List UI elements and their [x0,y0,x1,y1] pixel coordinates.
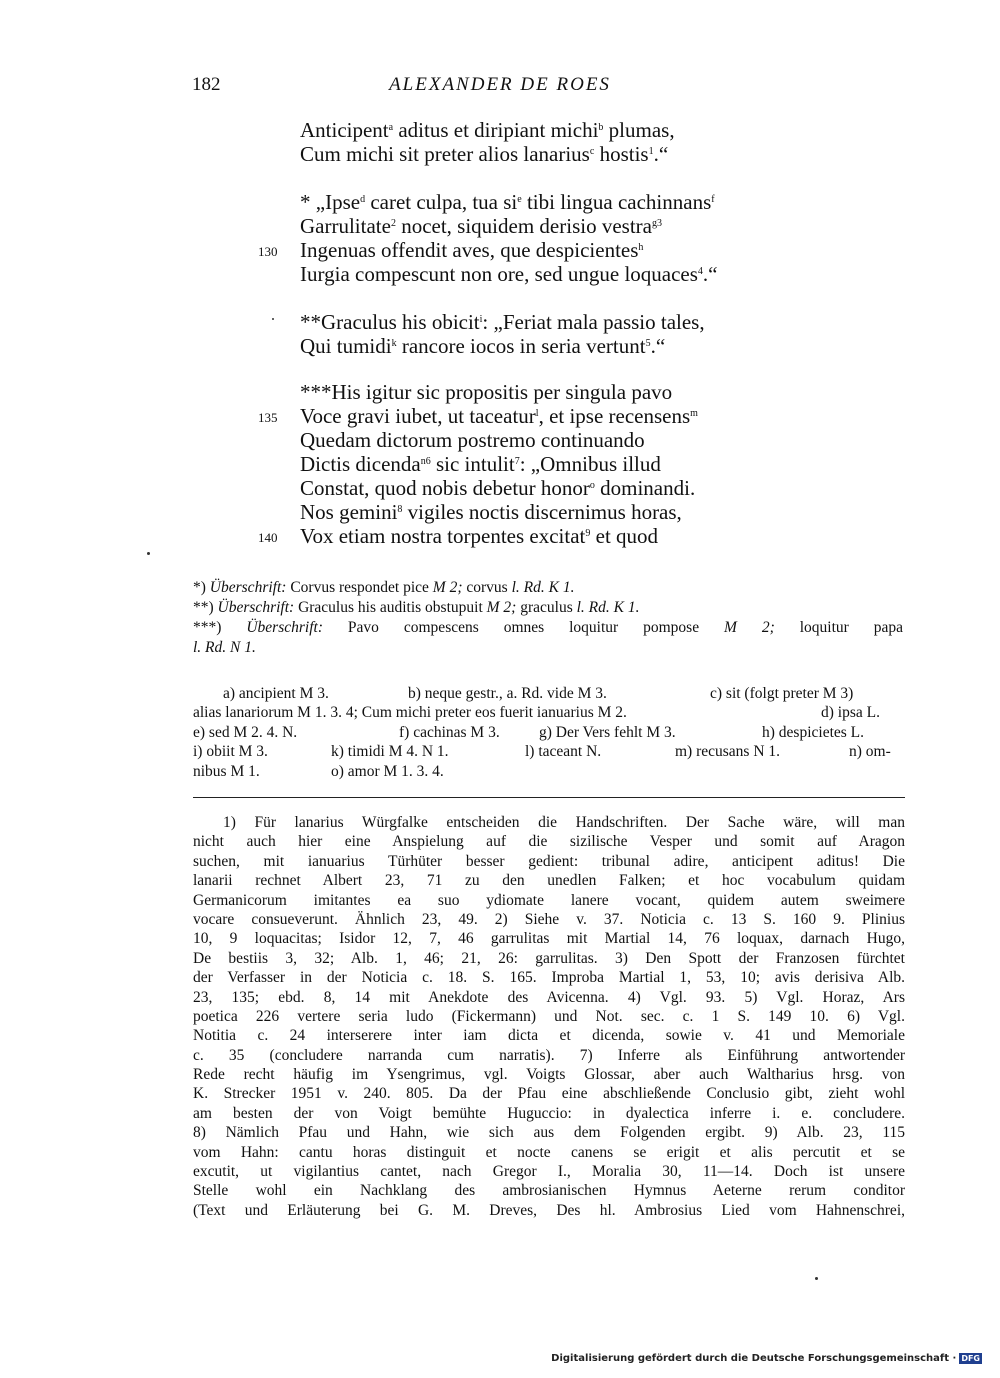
apparatus-row [193,703,905,722]
note-marker: 5 [645,338,651,349]
commentary-line: Germanicorum imitantes ea suo ydiomate lanere vocant, quidem autem sweimere [193,891,905,909]
apparatus-entry: d) ipsa L. [821,704,880,722]
note-marker: n6 [420,456,431,467]
verse-line: Constat, quod nobis debetur honor$^o$ dominandi. [300,476,696,500]
commentary-line: der Verfasser in der Noticia c. 18. S. 165. Improba Martial 1, 53, 10; avis derisiva Alb. [193,969,905,987]
speck-mark [147,552,150,555]
heading-note: l. Rd. N 1. [193,639,256,656]
verse-line: **Graculus his obicit$^i$: „Feriat mala passio tales, [300,310,705,334]
note-marker: g3 [651,218,662,229]
dfg-logo: DFG [961,1354,980,1363]
apparatus-entry: f) cachinas M 3. [399,723,500,741]
verse-line: Vox etiam nostra torpentes excitat$^9$ et quod [300,524,659,548]
apparatus-entry: alias lanariorum M 1. 3. 4; Cum michi preter eos fuerit ianuarius M 2. [193,704,627,722]
note-marker: f [711,194,715,205]
commentary-line: lanarii rechnet Albert 23, 71 zu den unedlen Falken; et hoc vocabulum quidam [193,872,905,890]
commentary-line: Rede recht häufig im Ysengrimus, vgl. Voigts Glossar, aber auch Waltharius hrsg. von [193,1066,905,1084]
apparatus-entry: h) despicietes L. [762,723,865,741]
critical-apparatus [193,684,905,781]
note-marker: l [535,408,539,419]
note-marker: h [638,242,644,253]
speck-mark [272,318,274,320]
commentary-line: c. 35 (concludere narranda cum narratis). 7) Inferre als Einführung antwortender [193,1046,905,1064]
speck-mark [815,1277,818,1280]
apparatus-row [193,742,905,761]
verse-line: Iurgia compescunt non ore, sed ungue loquaces$^4$.“ [300,262,718,286]
apparatus-entry: i) obiit M 3. [193,743,268,761]
apparatus-entry: g) Der Vers fehlt M 3. [539,723,676,741]
verse-line: ***His igitur sic propositis per singula pavo [300,380,673,404]
note-marker: i [479,314,483,325]
apparatus-row [193,723,905,742]
apparatus-entry: a) ancipient M 3. [223,685,329,702]
note-marker: c [589,146,595,157]
credit-text: Digitalisierung gefördert durch die Deutsche Forschungsgemeinschaft · [551,1353,957,1364]
running-title: ALEXANDER DE ROES [389,74,611,95]
note-marker: 1 [648,146,654,157]
apparatus-entry: l) taceant N. [525,743,602,761]
digitization-credit [551,1353,982,1364]
line-number: 140 [258,530,278,545]
commentary-line: 1) Für lanarius Würgfalke entscheiden die Handschriften. Der Sache wäre, will man [223,814,905,831]
verse-line: Voce gravi iubet, ut taceatur$^l$, et ipse recensens$^m$ [300,404,698,428]
commentary-line: poetica 226 vertere seria ludo (Fickermann) und Not. sec. c. 1 S. 149 10. 6) Vgl. [193,1007,905,1025]
verse-line: * „Ipse$^d$ caret culpa, tua $si^e$ tibi lingua cachinnans$^f$ [300,190,715,214]
footnote-divider [193,797,905,798]
commentary-line: K. Strecker 1951 v. 240. 805. Da der Pfau eine abschließende Conclusio gibt, zieht wohl [193,1085,905,1103]
note-marker: b [598,122,604,133]
apparatus-entry: b) neque gestr., a. Rd. vide M 3. [408,685,607,702]
verse-line: Dictis dicenda$^{n6}$ sic intulit$^7$: „Omnibus illud [300,452,661,476]
commentary-line: De bestiis 3, 32; Alb. 1, 46; 21, 26: garrulitas. 3) Den Spott der Franzosen fürchtet [193,949,905,967]
note-marker: 8 [397,504,403,515]
apparatus-entry: o) amor M 1. 3. 4. [331,762,444,780]
commentary-line: 10, 9 loquacitas; Isidor 12, 7, 46 garrulitas mit Martial 14, 76 loquax, darnach Hugo, [193,930,905,948]
apparatus-entry: k) timidi M 4. N 1. [331,743,449,761]
note-marker: e [517,194,522,205]
apparatus-row [193,762,905,781]
apparatus-row [193,684,905,703]
heading-note: ***) Überschrift: Pavo compescens omnes loquitur pompose M 2; loquitur papa [193,619,904,636]
commentary-line: Stelle wohl ein Nachklang des ambrosianischen Hymnus Aeterne rerum conditor [193,1182,905,1200]
heading-note: **) Überschrift: Graculus his auditis obstupuit M 2; graculus l. Rd. K 1. [193,599,640,616]
verse-line: Cum michi sit preter alios lanarius$^c$ hostis$^1$.“ [300,142,669,166]
page-number: 182 [192,74,221,95]
heading-note: *) Überschrift: Corvus respondet pice M 2; corvus l. Rd. K 1. [193,579,575,596]
commentary-notes [193,813,905,1220]
commentary-line: Notitia c. 24 interserere inter iam dicta et dicenda, sowie v. 41 und Memoriale [193,1027,905,1045]
verse-line: Anticipent$^a$ aditus et diripiant michi$^b$ plumas, [300,118,675,142]
note-marker: 7 [514,456,520,467]
commentary-line: nicht auch hier eine Anspielung auf die sizilische Vesper und somit auf Aragon [193,833,905,851]
verse-line: Qui tumidi$^k$ rancore iocos in seria vertunt$^5$.“ [300,334,666,358]
commentary-line: vocare consueverunt. Ähnlich 23, 49. 2) Siehe v. 37. Noticia c. 13 S. 160 9. Plinius [193,910,905,928]
commentary-line: am besten der von Voigt bemühte Huguccio: in dyalectica inferre i. e. concludere. [193,1104,905,1122]
verse-line: Quedam dictorum postremo continuando [300,428,645,452]
note-marker: a [388,122,394,133]
verse-line: Ingenuas offendit aves, que despicientes$^h$ [300,238,644,262]
note-marker: 4 [697,266,703,277]
note-marker: d [360,194,366,205]
verse-line: Nos gemini$^8$ vigiles noctis discernimus horas, [300,500,682,524]
commentary-line: (Text und Erläuterung bei G. M. Dreves, Des hl. Ambrosius Lied vom Hahnenschrei, [193,1201,905,1219]
commentary-line: 8) Nämlich Pfau und Hahn, wie sich aus dem Folgenden ergibt. 9) Alb. 23, 115 [193,1124,905,1142]
line-number: 135 [258,410,278,425]
note-marker: m [690,408,698,419]
apparatus-entry: c) sit (folgt preter M 3) [710,685,854,702]
note-marker: o [589,480,595,491]
commentary-line: vom Hahn: cantu horas distinguit et nocte canens se erigit et alis percutit et se [193,1143,905,1161]
commentary-line: excutit, ut vigilantius cantet, nach Gregor I., Moralia 30, 11—14. Doch ist unsere [193,1163,905,1181]
apparatus-entry: e) sed M 2. 4. N. [193,723,298,741]
apparatus-entry: n) om- [849,743,891,761]
verse-line: Garrulitate$^2$ nocet, siquidem derisio vestra$^{g3}$ [300,214,662,238]
note-marker: 2 [390,218,396,229]
note-marker: k [391,338,397,349]
line-number: 130 [258,244,278,259]
commentary-line: 23, 135; ebd. 8, 14 mit Anekdote des Avicenna. 4) Vgl. 93. 5) Vgl. Horaz, Ars [193,988,905,1006]
note-marker: 9 [585,528,591,539]
apparatus-entry: nibus M 1. [193,762,260,780]
commentary-line: suchen, mit ianuarius Türhüter besser gedient: tribunal adire, anticipent aditus! Die [193,852,905,870]
apparatus-entry: m) recusans N 1. [675,743,781,761]
